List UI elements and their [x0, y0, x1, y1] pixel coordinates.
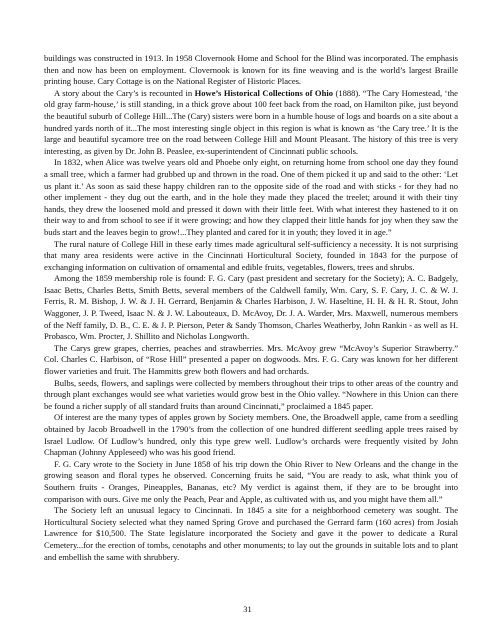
paragraph: The Society left an unusual legacy to Cincinnati. In 1845 a site for a neighborhood cemetery was sought. The Horticultural Society selected what they named Spring Grove and purchased the Gerrard farm (160 acres) from Josiah Lawrence for $10,500. The State legislature incorporated the Society and gave it the power to dedicate a Rural Cemetery...for the erection of tombs, cenotaphs and other monuments; to lay out the grounds in suitable lots and to plant and embellish the same with shrubbery. [44, 505, 458, 562]
paragraph: In 1832, when Alice was twelve years old and Phoebe only eight, on returning home from school one day they found a small tree, which a farmer had grubbed up and thrown in the road. One of them picked it up and said to the other: ‘Let us plant it.’ As soon as said these happy children ran to the opposite side of the road and with sticks - for they had no other implement - they dug out the earth, and in the hole they made they placed the treelet; around it with their tiny hands, they drew the loosened mold and pressed it down with their little feet. With what interest they hastened to it on their way to and from school to see if it were growing; and how they clapped their little hands for joy when they saw the buds start and the leaves begin to grow!...They planted and cared for it in youth; they loved it in age.” [44, 157, 458, 237]
paragraph: The rural nature of College Hill in these early times made agricultural self-sufficiency a necessity. It is not surprising that many area residents were active in the Cincinnati Horticultural Society, founded in 1843 for the purpose of exchanging information on cultivation of ornamental and edible fruits, vegetables, flowers, trees and shrubs. [44, 238, 458, 272]
paragraph [44, 88, 458, 158]
paragraph: Bulbs, seeds, flowers, and saplings were collected by members throughout their trips to other areas of the country and through plant exchanges would see what varieties would grow best in the Ohio valley. “Nowhere in this Union can there be found a richer supply of all standard fruits than around Cincinnati,” proclaimed a 1845 paper. [44, 377, 458, 411]
paragraph: The Carys grew grapes, cherries, peaches and strawberries. Mrs. McAvoy grew “McAvoy’s Superior Strawberry.” Col. Charles C. Harbison, of “Rose Hill” presented a paper on dogwoods. Mrs. F. G. Cary was known for her different flower varieties and fruit. The Hammitts grew both flowers and had orchards. [44, 342, 458, 377]
page-number: 31 [243, 604, 252, 614]
paragraph-text: A story about the Cary’s is recounted in [54, 87, 195, 98]
paragraph: buildings was constructed in 1913. In 1958 Clovernook Home and School for the Blind was incorporated. The emphasis then and now has been on employment. Clovernook is known for its fine weaving and is the world’s largest Braille printing house. Cary Cottage is on the National Register of Historic Places. [44, 53, 458, 87]
paragraph: Of interest are the many types of apples grown by Society members. One, the Broadwell apple, came from a seedling obtained by Jacob Broadwell in the 1790’s from the collection of one hundred different seedling apple trees raised by Israel Ludlow. Of Ludlow’s hundred, only this type grew well. Ludlow’s orchards were frequently visited by John Chapman (Johnny Appleseed) who was his good friend. [44, 412, 458, 458]
paragraph: F. G. Cary wrote to the Society in June 1858 of his trip down the Ohio River to New Orleans and the change in the growing season and floral types he observed. Concerning fruits he said, “You are ready to ask, what think you of Southern fruits - Oranges, Pineapples, Bananas, etc? My verdict is against them, if they are to be brought into comparison with ours. Give me only the Peach, Pear and Apple, as cultivated with us, and you might have them all.” [44, 458, 458, 504]
body-text [44, 53, 458, 563]
book-title: Howe’s Historical Collections of Ohio [194, 87, 333, 98]
paragraph-text: (1888). “The Cary Homestead, ‘the old gray farm-house,’ is still standing, in a thick grove about 100 feet back from the road, on Hamilton pike, just beyond the beautiful suburb of College Hill...The (Cary) sisters were born in a humble house of logs and boards on a site about a hundred yards north of it...The most interesting single object in this region is what is known as ‘the Cary tree.’ It is the large and beautiful sycamore tree on the road between College Hill and Mount Pleasant. The history of this tree is very interesting, as given by Dr. John B. Peaslee, ex-superintendent of Cincinnati public schools. [44, 87, 458, 156]
paragraph: Among the 1859 membership role is found: F. G. Cary (past president and secretary for the Society); A. C. Badgely, Isaac Betts, Charles Betts, Smith Betts, several members of the Caldwell family, Wm. Cary, S. F. Cary, J. C. & W. J. Ferris, R. M. Bishop, J. W. & J. H. Gerrard, Benjamin & Charles Harbison, J. W. Haseltine, H. H. & H. R. Stout, John Waggoner, J. P. Tweed, Isaac N. & J. W. Labouteaux, D. McAvoy, Dr. J. A. Warder, Mrs. Maxwell, numerous members of the Neff family, D. B., C. E. & J. P. Pierson, Peter & Sandy Thomson, Charles Weatherby, John Rankin - as well as H. Probasco, Wm. Procter, J. Shillito and Nicholas Longworth. [44, 273, 458, 342]
